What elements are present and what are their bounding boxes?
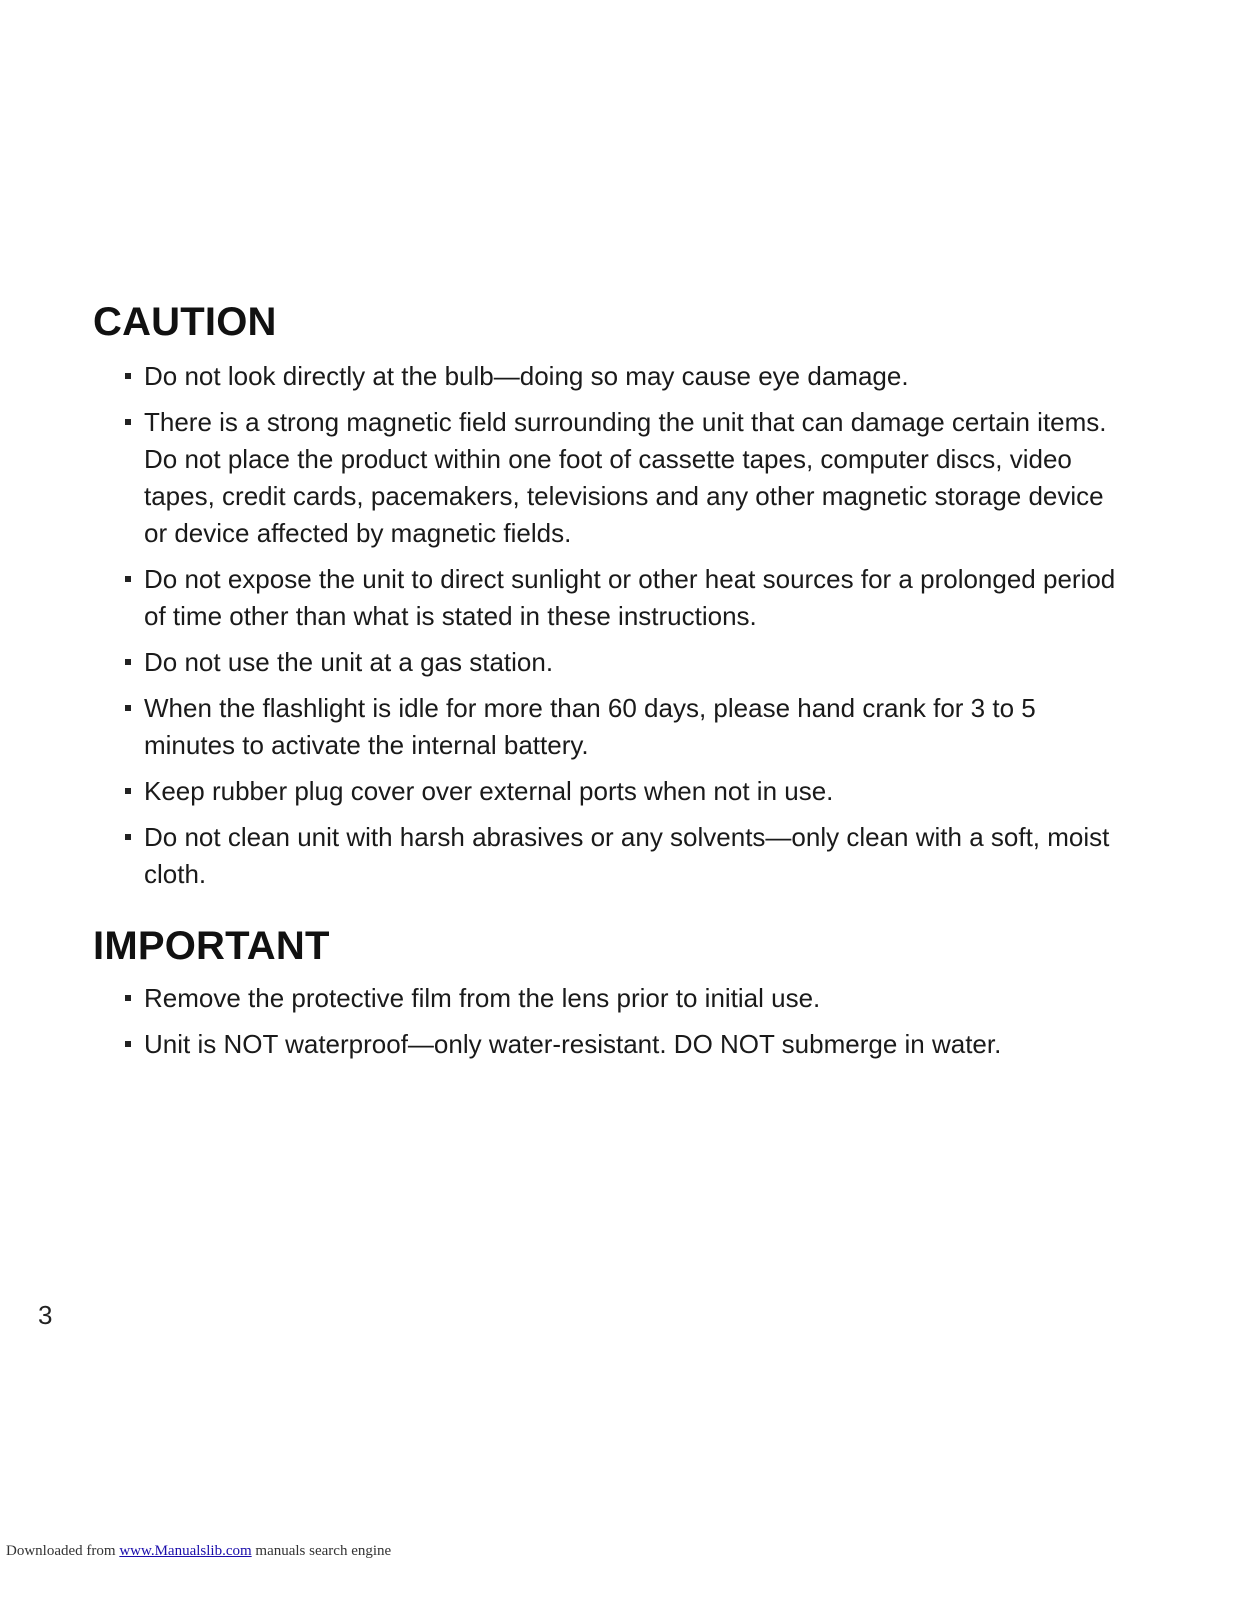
list-item-text: Remove the protective film from the lens prior to initial use. — [144, 983, 821, 1013]
important-list — [125, 980, 1125, 1072]
list-item — [125, 404, 1125, 552]
list-item — [125, 773, 1125, 810]
list-item — [125, 819, 1125, 893]
list-item — [125, 644, 1125, 681]
list-item-text: Keep rubber plug cover over external ports when not in use. — [144, 776, 834, 806]
list-item — [125, 690, 1125, 764]
square-bullet-icon — [125, 834, 131, 840]
square-bullet-icon — [125, 419, 131, 425]
list-item-text: Unit is NOT waterproof—only water-resistant. DO NOT submerge in water. — [144, 1029, 1002, 1059]
list-item-text: Do not look directly at the bulb—doing so may cause eye damage. — [144, 361, 909, 391]
caution-heading: CAUTION — [93, 300, 277, 344]
square-bullet-icon — [125, 373, 131, 379]
list-item-text: When the flashlight is idle for more than 60 days, please hand crank for 3 to 5 minutes to activate the internal battery. — [144, 693, 1036, 760]
list-item-text: Do not clean unit with harsh abrasives or any solvents—only clean with a soft, moist cloth. — [144, 822, 1110, 889]
list-item — [125, 980, 1125, 1017]
caution-list — [125, 358, 1125, 902]
page-number: 3 — [38, 1300, 53, 1330]
square-bullet-icon — [125, 788, 131, 794]
square-bullet-icon — [125, 995, 131, 1001]
square-bullet-icon — [125, 659, 131, 665]
download-footer — [6, 1541, 391, 1561]
list-item-text: Do not use the unit at a gas station. — [144, 647, 554, 677]
list-item-text: There is a strong magnetic field surrounding the unit that can damage certain items. Do not place the product within one foot of cassette tapes, computer discs, video tapes, credit cards, pacemakers, televisions and any other magnetic storage device or device affected by magnetic fields. — [144, 407, 1107, 548]
square-bullet-icon — [125, 576, 131, 582]
list-item — [125, 1026, 1125, 1063]
square-bullet-icon — [125, 1041, 131, 1047]
manualslib-link[interactable]: www.Manualslib.com — [119, 1543, 252, 1559]
list-item — [125, 561, 1125, 635]
important-heading: IMPORTANT — [93, 924, 330, 968]
footer-prefix: Downloaded from — [6, 1543, 120, 1559]
list-item-text: Do not expose the unit to direct sunlight or other heat sources for a prolonged period of time other than what is stated in these instructions. — [144, 564, 1116, 631]
list-item — [125, 358, 1125, 395]
footer-suffix: manuals search engine — [251, 1543, 392, 1559]
square-bullet-icon — [125, 705, 131, 711]
